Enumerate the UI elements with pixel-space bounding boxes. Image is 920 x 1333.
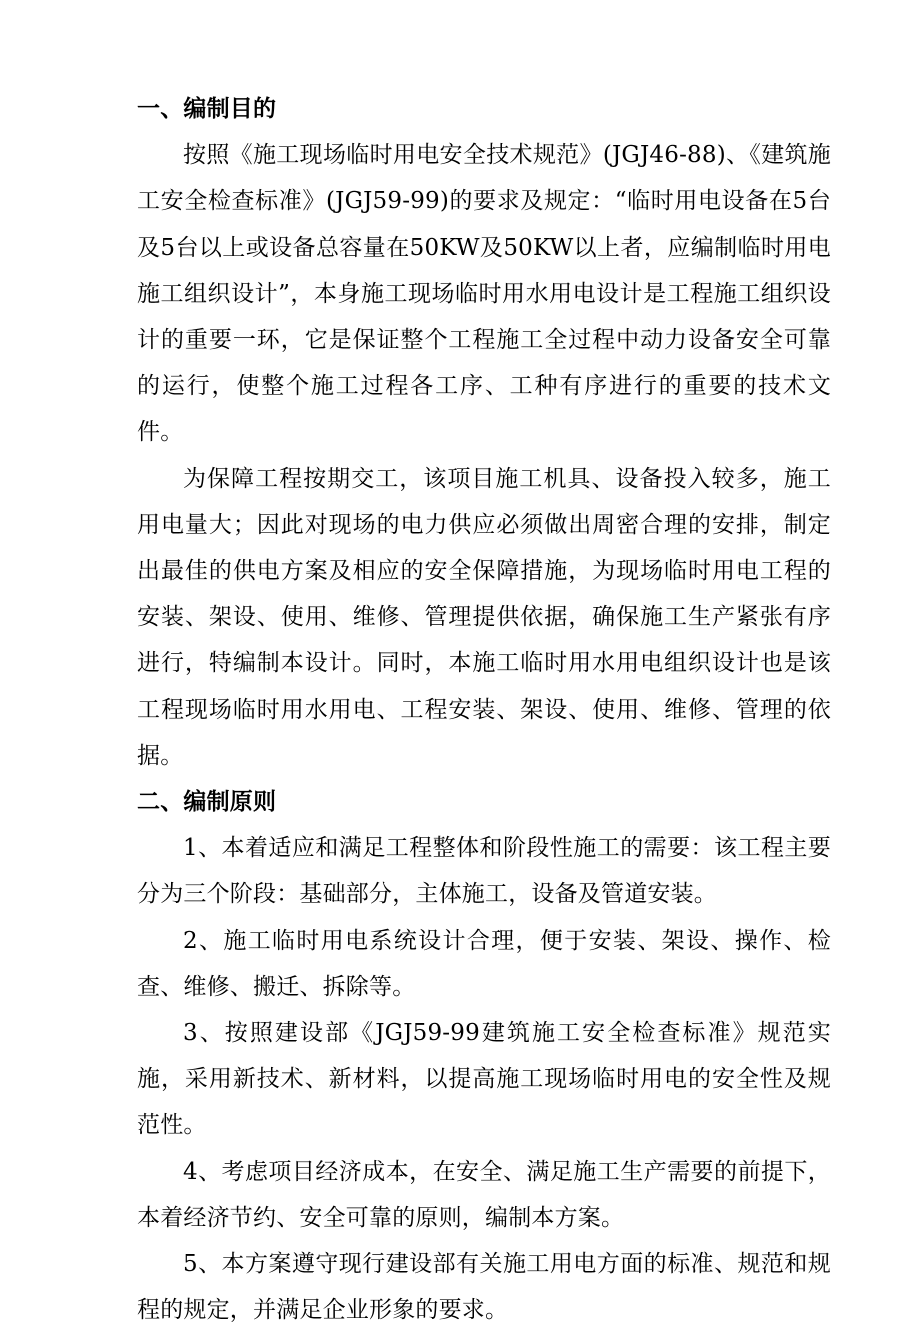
principle-item-5: 5、本方案遵守现行建设部有关施工用电方面的标准、规范和规程的规定，并满足企业形象的要求。	[137, 1251, 831, 1324]
principle-item-3: 3、按照建设部《JGJ59-99建筑施工安全检查标准》规范实施，采用新技术、新材料，以提高施工现场临时用电的安全性及规范性。	[137, 1020, 831, 1139]
paragraph: 为保障工程按期交工，该项目施工机具、设备投入较多，施工用电量大；因此对现场的电力供应必须做出周密合理的安排，制定出最佳的供电方案及相应的安全保障措施，为现场临时用电工程的安装、架设、使用、维修、管理提供依据，确保施工生产紧张有序进行，特编制本设计。同时，本施工临时用水用电组织设计也是该工程现场临时用水用电、工程安装、架设、使用、维修、管理的依据。	[137, 465, 831, 769]
principle-item-1: 1、本着适应和满足工程整体和阶段性施工的需要：该工程主要分为三个阶段：基础部分，主体施工，设备及管道安装。	[137, 835, 831, 908]
section-heading-purpose: 一、编制目的	[137, 96, 277, 122]
section-heading-principles: 二、编制原则	[137, 789, 277, 816]
principle-item-2: 2、施工临时用电系统设计合理，便于安装、架设、操作、检查、维修、搬迁、拆除等。	[137, 927, 831, 1000]
principle-item-4: 4、考虑项目经济成本，在安全、满足施工生产需要的前提下，本着经济节约、安全可靠的原则，编制本方案。	[137, 1158, 831, 1231]
paragraph: 按照《施工现场临时用电安全技术规范》(JGJ46-88)、《建筑施工安全检查标准》(JGJ59-99)的要求及规定：“临时用电设备在5台及5台以上或设备总容量在50KW及50KW以上者，应编制临时用电施工组织设计”，本身施工现场临时用水用电设计是工程施工组织设计的重要一环，它是保证整个工程施工全过程中动力设备安全可靠的运行，使整个施工过程各工序、工种有序进行的重要的技术文件。	[137, 142, 831, 446]
document-body	[137, 86, 831, 1333]
